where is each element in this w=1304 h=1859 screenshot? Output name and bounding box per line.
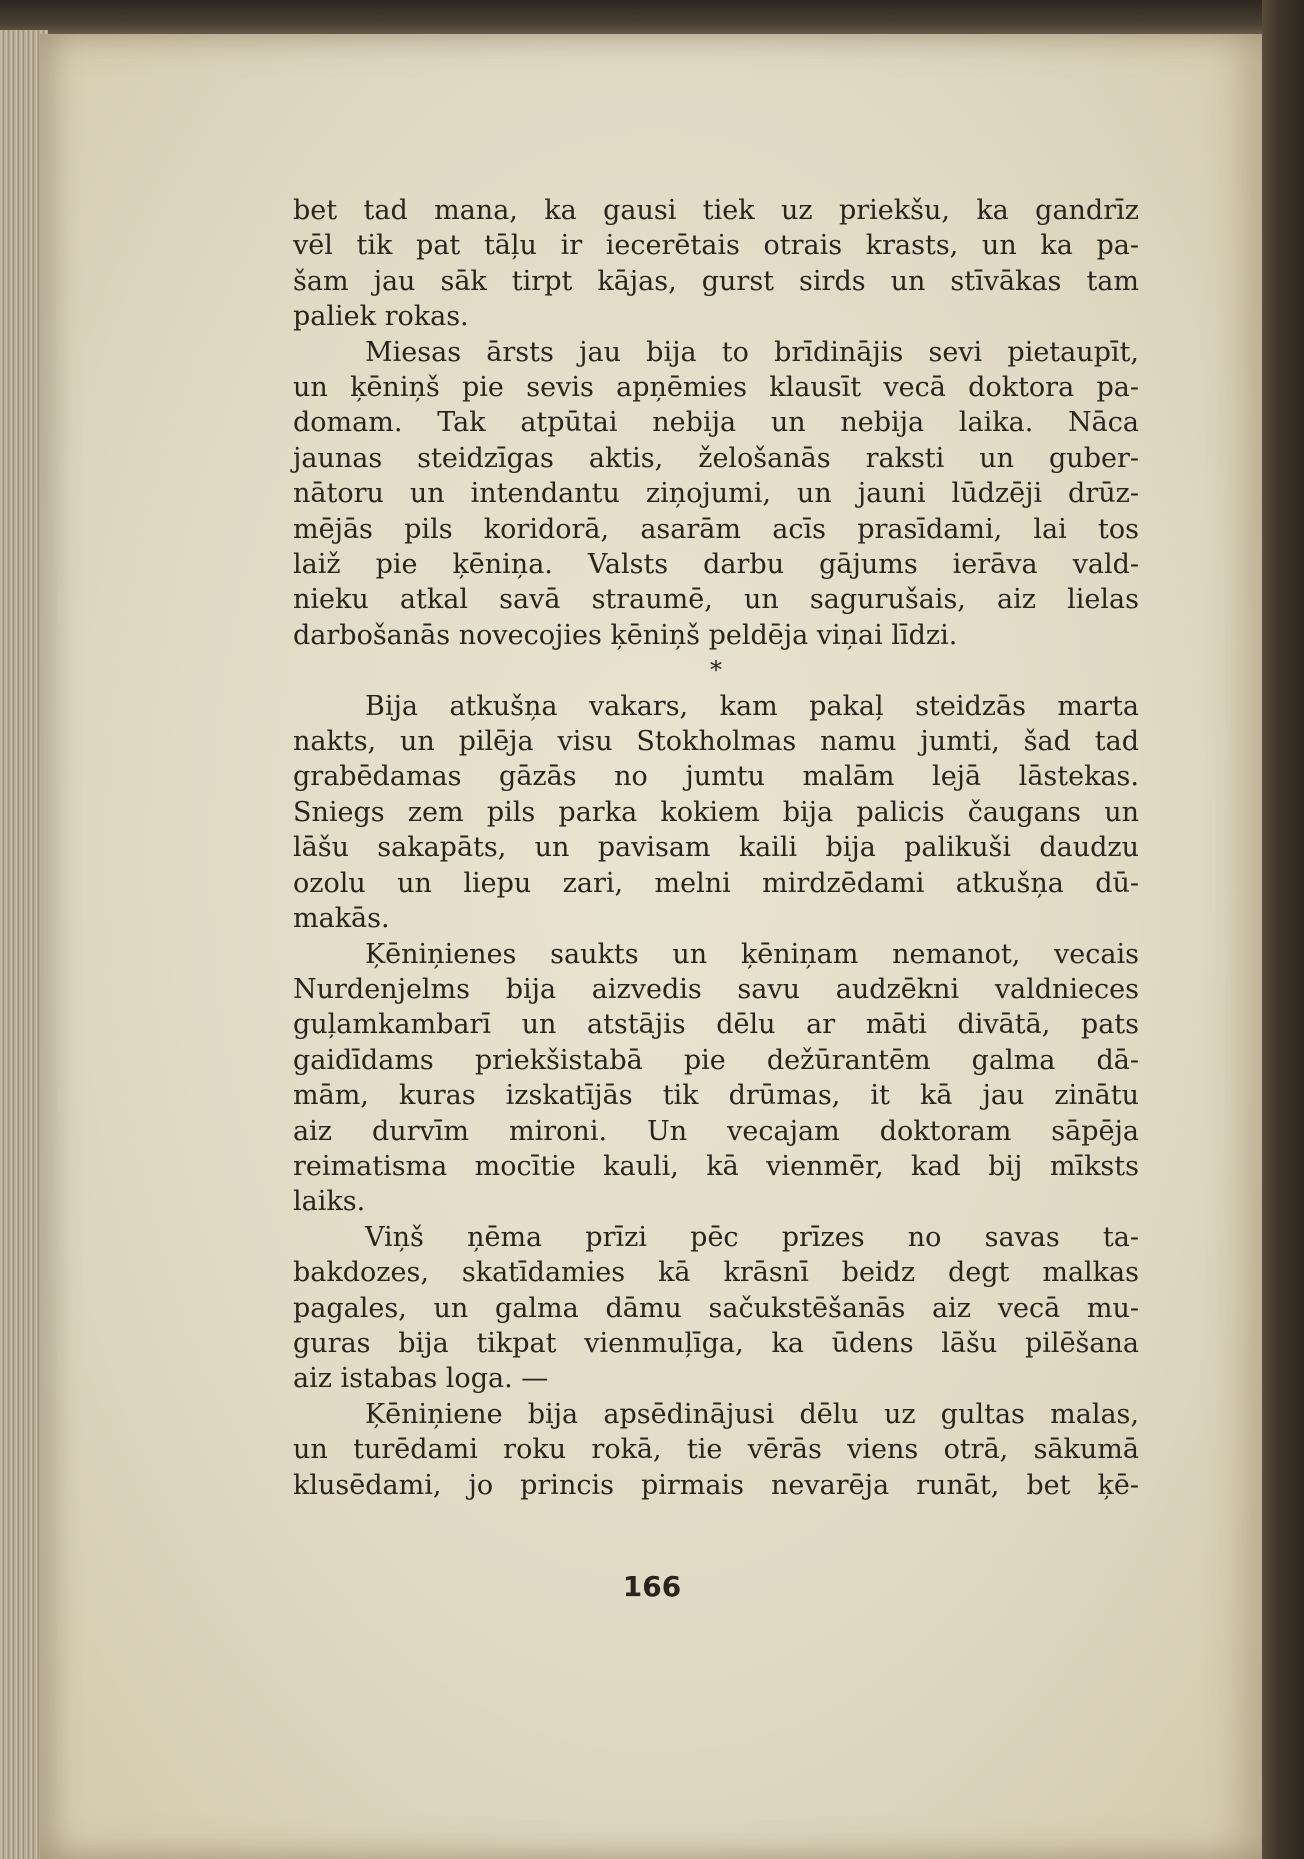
text-line: Nurdenjelms bija aizvedis savu audzēkni valdnieces bbox=[293, 973, 1139, 1005]
text-line: Ķēniņiene bija apsēdinājusi dēlu uz gultas malas, bbox=[365, 1398, 1139, 1430]
text-line: Bija atkušņa vakars, kam pakaļ steidzās marta bbox=[365, 690, 1139, 722]
text-line: vēl tik pat tāļu ir iecerētais otrais krasts, un ka pa- bbox=[293, 230, 1139, 262]
text-line: nieku atkal savā straumē, un sagurušais, aiz lielas bbox=[293, 584, 1139, 616]
paragraph-1 bbox=[293, 193, 1139, 335]
text-line: reimatisma mocītie kauli, kā vienmēr, kad bij mīksts bbox=[293, 1150, 1139, 1182]
paragraph-3 bbox=[293, 689, 1139, 937]
section-separator: * bbox=[710, 656, 722, 685]
paragraph-4 bbox=[293, 937, 1139, 1220]
text-line: makās. bbox=[293, 903, 390, 935]
text-line: bet tad mana, ka gausi tiek uz priekšu, ka gandrīz bbox=[293, 195, 1139, 226]
text-line: guļamkambarī un atstājis dēlu ar māti divātā, pats bbox=[293, 1009, 1139, 1041]
text-line: Ķēniņienes saukts un ķēniņam nemanot, vecais bbox=[365, 938, 1139, 970]
text-line: darbošanās novecojies ķēniņš peldēja viņai līdzi. bbox=[293, 619, 958, 651]
text-line: bakdozes, skatīdamies kā krāsnī beidz degt malkas bbox=[293, 1257, 1139, 1289]
text-line: mām, kuras izskatījās tik drūmas, it kā jau zinātu bbox=[293, 1080, 1139, 1112]
paragraph-6 bbox=[293, 1397, 1139, 1503]
text-line: jaunas steidzīgas aktis, želošanās raksti un guber- bbox=[293, 442, 1139, 474]
text-line: Sniegs zem pils parka kokiem bija palicis čaugans un bbox=[293, 796, 1139, 828]
text-line: lāšu sakapāts, un pavisam kaili bija palikuši daudzu bbox=[293, 832, 1139, 864]
text-line: klusēdami, jo princis pirmais nevarēja runāt, bet ķē- bbox=[293, 1469, 1139, 1501]
page-number: 166 bbox=[622, 1570, 682, 1603]
paragraph-5 bbox=[293, 1220, 1139, 1397]
text-line: aiz istabas loga. — bbox=[293, 1363, 549, 1395]
text-line: gaidīdams priekšistabā pie dežūrantēm galma dā- bbox=[293, 1044, 1139, 1076]
text-line: domam. Tak atpūtai nebija un nebija laika. Nāca bbox=[293, 407, 1139, 439]
text-line: pagales, un galma dāmu sačukstēšanās aiz vecā mu- bbox=[293, 1292, 1139, 1324]
text-line: paliek rokas. bbox=[293, 301, 469, 333]
text-line: guras bija tikpat vienmuļīga, ka ūdens lāšu pilēšana bbox=[293, 1327, 1139, 1359]
text-line: laiks. bbox=[293, 1186, 366, 1218]
body-text bbox=[293, 193, 1139, 1503]
text-line: grabēdamas gāzās no jumtu malām lejā lāstekas. bbox=[293, 761, 1139, 793]
paragraph-2 bbox=[293, 335, 1139, 654]
text-line: aiz durvīm mironi. Un vecajam doktoram sāpēja bbox=[293, 1115, 1139, 1147]
text-line: Miesas ārsts jau bija to brīdinājis sevi pietaupīt, bbox=[365, 336, 1139, 368]
text-line: nātoru un intendantu ziņojumi, un jauni lūdzēji drūz- bbox=[293, 478, 1139, 510]
text-line: ozolu un liepu zari, melni mirdzēdami atkušņa dū- bbox=[293, 867, 1139, 899]
text-line: nakts, un pilēja visu Stokholmas namu jumti, šad tad bbox=[293, 726, 1139, 758]
text-line: un turēdami roku rokā, tie vērās viens otrā, sākumā bbox=[293, 1434, 1139, 1466]
text-line: laiž pie ķēniņa. Valsts darbu gājums ierāva vald- bbox=[293, 549, 1139, 581]
text-line: Viņš ņēma prīzi pēc prīzes no savas ta- bbox=[365, 1221, 1139, 1253]
text-line: mējās pils koridorā, asarām acīs prasīdami, lai tos bbox=[293, 513, 1139, 545]
text-line: šam jau sāk tirpt kājas, gurst sirds un stīvākas tam bbox=[293, 265, 1139, 297]
text-line: un ķēniņš pie sevis apņēmies klausīt vecā doktora pa- bbox=[293, 372, 1139, 404]
